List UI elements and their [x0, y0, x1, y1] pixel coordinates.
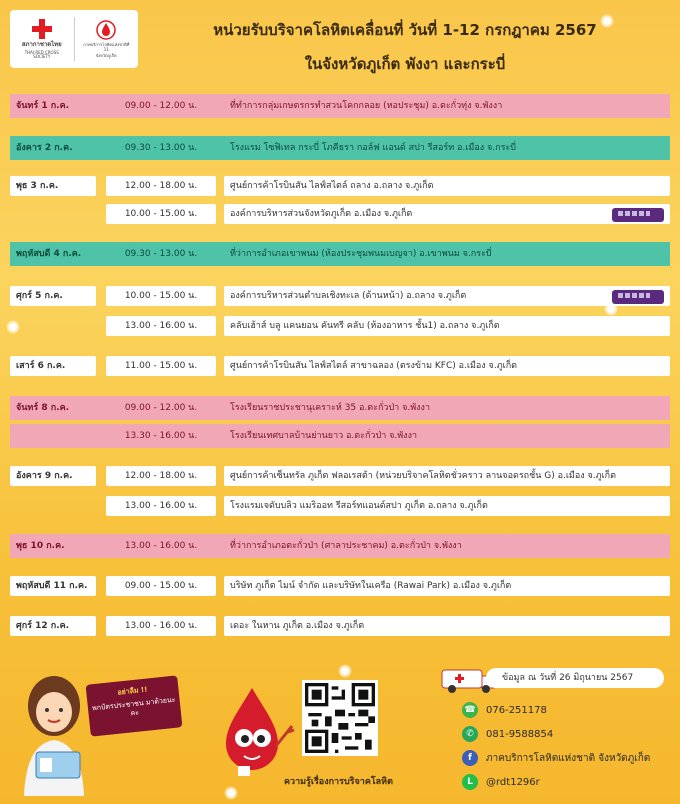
time-range: 12.00 - 18.00 น. — [106, 176, 216, 196]
day-label: เสาร์ 6 ก.ค. — [10, 356, 96, 376]
qr-caption: ความรู้เรื่องการบริจาคโลหิต — [284, 777, 393, 787]
time-range: 10.00 - 15.00 น. — [106, 204, 216, 224]
time-range: 09.00 - 12.00 น. — [124, 403, 198, 413]
time-range: 13.00 - 16.00 น. — [124, 541, 198, 551]
reminder-title: อย่าลืม !! — [117, 685, 148, 697]
location-text: โรงแรม โซฟิเทล กระบี่ โภคีธรา กอล์ฟ แอนด์ สปา รีสอร์ท อ.เมือง จ.กระบี่ — [230, 143, 516, 153]
title-line-1: หน่วยรับบริจาคโลหิตเคลื่อนที่ วันที่ 1-12 กรกฎาคม 2567 — [213, 21, 597, 39]
row-highlight-band — [10, 136, 670, 160]
row-highlight-band — [10, 242, 670, 266]
contact-text: ภาคบริการโลหิตแห่งชาติ จังหวัดภูเก็ต — [486, 752, 651, 764]
page-title — [150, 18, 660, 76]
time-range: 13.00 - 16.00 น. — [106, 316, 216, 336]
day-label: จันทร์ 8 ก.ค. — [16, 403, 70, 413]
blood-drop-mascot — [216, 686, 296, 784]
location-text: ที่ว่าการอำเภอตะกั่วป่า (ศาลาประชาคม) อ.ตะกั่วป่า จ.พังงา — [230, 541, 462, 551]
schedule-row — [10, 202, 670, 226]
day-label: พฤหัสบดี 11 ก.ค. — [10, 576, 96, 596]
location-text: โรงเรียนราชประชานุเคราะห์ 35 อ.ตะกั่วป่า จ.พังงา — [230, 403, 430, 413]
schedule-row — [10, 314, 670, 338]
schedule-row — [10, 574, 670, 598]
facebook-icon: f — [462, 750, 478, 766]
location-text: โรงเรียนเทศบาลบ้านย่านยาว อ.ตะกั่วป่า จ.พังงา — [230, 431, 418, 441]
reminder-card — [86, 675, 183, 736]
time-range: 11.00 - 15.00 น. — [106, 356, 216, 376]
data-date-note: ข้อมูล ณ วันที่ 26 มิถุนายน 2567 — [486, 668, 664, 688]
time-range: 09.00 - 15.00 น. — [106, 576, 216, 596]
day-label: ศุกร์ 12 ก.ค. — [10, 616, 96, 636]
day-label: พฤหัสบดี 4 ก.ค. — [16, 249, 82, 259]
mobile-bus-icon — [612, 208, 664, 222]
schedule-row — [10, 534, 670, 558]
time-range: 09.00 - 12.00 น. — [124, 101, 198, 111]
line-icon: L — [462, 774, 478, 790]
flower-decoration — [338, 664, 352, 678]
time-range: 13.00 - 16.00 น. — [106, 496, 216, 516]
reminder-body: พกบัตรประชาชน มาด้วยนะคะ — [91, 695, 176, 718]
schedule-row — [10, 464, 670, 488]
logo1-text: สภากาชาดไทย — [21, 41, 62, 49]
title-line-2: ในจังหวัดภูเก็ต พังงา และกระบี่ — [304, 55, 506, 73]
time-range: 12.00 - 18.00 น. — [106, 466, 216, 486]
day-label: ศุกร์ 5 ก.ค. — [10, 286, 96, 306]
day-label: พุธ 3 ก.ค. — [10, 176, 96, 196]
schedule-row — [10, 284, 670, 308]
phone-icon: ☎ — [462, 702, 478, 718]
row-highlight-band — [10, 534, 670, 558]
location-text: ศูนย์การค้าเซ็นทรัล ภูเก็ต ฟลอเรสต้า (หน่วยบริจาคโลหิตชั่วคราว ลานจอดรถชั้น G) อ.เมือง จ.ภูเก็ต — [224, 466, 670, 486]
staff-illustration — [14, 666, 94, 796]
schedule-row — [10, 424, 670, 448]
mobile-bus-icon — [612, 290, 664, 304]
location-text: ศูนย์การค้าโรบินสัน ไลฟ์สไตล์ ถลาง อ.ถลาง จ.ภูเก็ต — [224, 176, 670, 196]
logo-divider — [74, 17, 75, 61]
location-text: บริษัท ภูเก็ต ไมน์ จำกัด และบริษัทในเครือ (Rawai Park) อ.เมือง จ.ภูเก็ต — [224, 576, 670, 596]
whatsapp-icon: ✆ — [462, 726, 478, 742]
schedule-row — [10, 174, 670, 198]
time-range: 13.30 - 16.00 น. — [124, 431, 198, 441]
location-text: องค์การบริหารส่วนจังหวัดภูเก็ต อ.เมือง จ.ภูเก็ต — [224, 204, 670, 224]
logo-panel — [10, 10, 138, 68]
logo2-text: ภาคบริการโลหิตแห่งชาติที่ 11 — [83, 42, 130, 52]
row-highlight-band — [10, 396, 670, 420]
contact-text: @rdt1296r — [486, 776, 540, 788]
contact-item[interactable] — [462, 750, 650, 766]
location-text: คลับเฮ้าส์ บลู แคนยอน คันทรี คลับ (ห้องอาหาร ชั้น1) อ.ถลาง จ.ภูเก็ต — [224, 316, 670, 336]
location-text: องค์การบริหารส่วนตำบลเชิงทะเล (ด้านหน้า) อ.ถลาง จ.ภูเก็ต — [224, 286, 670, 306]
row-highlight-band — [10, 424, 670, 448]
location-text: ศูนย์การค้าโรบินสัน ไลฟ์สไตล์ สาขาฉลอง (ตรงข้าม KFC) อ.เมือง จ.ภูเก็ต — [224, 356, 670, 376]
day-label: จันทร์ 1 ก.ค. — [16, 101, 70, 111]
blood-drop-icon — [96, 19, 116, 41]
location-text: ที่ทำการกลุ่มเกษตรกรทำสวนโคกกลอย (หอประชุม) อ.ตะกั่วทุ่ง จ.พังงา — [230, 101, 503, 111]
location-text: เดอะ ในหาน ภูเก็ต อ.เมือง จ.ภูเก็ต — [224, 616, 670, 636]
contact-text: 076-251178 — [486, 704, 547, 716]
flower-decoration — [224, 786, 238, 800]
schedule-row — [10, 494, 670, 518]
location-text: โรงแรมเจดับบลิว แมริออท รีสอร์ทแอนด์สปา ภูเก็ต อ.ถลาง จ.ภูเก็ต — [224, 496, 670, 516]
red-cross-icon — [31, 18, 53, 40]
time-range: 10.00 - 15.00 น. — [106, 286, 216, 306]
schedule-row — [10, 242, 670, 266]
qr-code-icon — [305, 683, 375, 753]
schedule-row — [10, 94, 670, 118]
day-label: อังคาร 9 ก.ค. — [10, 466, 96, 486]
location-text: ที่ว่าการอำเภอเขาพนม (ห้องประชุมพนมเบญจา) อ.เขาพนม จ.กระบี่ — [230, 249, 492, 259]
schedule-row — [10, 396, 670, 420]
schedule-row — [10, 136, 670, 160]
contact-item[interactable] — [462, 726, 553, 742]
contact-text: 081-9588854 — [486, 728, 554, 740]
time-range: 13.00 - 16.00 น. — [106, 616, 216, 636]
day-label: อังคาร 2 ก.ค. — [16, 143, 73, 153]
schedule-row — [10, 354, 670, 378]
red-cross-logo — [16, 14, 68, 64]
time-range: 09.30 - 13.00 น. — [124, 249, 198, 259]
logo2-subtext: จังหวัดภูเก็ต — [95, 53, 117, 59]
row-highlight-band — [10, 94, 670, 118]
contact-item[interactable] — [462, 774, 540, 790]
logo1-subtext: THAI RED CROSS SOCIETY — [24, 49, 59, 60]
time-range: 09.30 - 13.00 น. — [124, 143, 198, 153]
contact-item[interactable] — [462, 702, 547, 718]
qr-code[interactable] — [302, 680, 378, 756]
blood-service-logo — [81, 14, 133, 64]
schedule-row — [10, 614, 670, 638]
day-label: พุธ 10 ก.ค. — [16, 541, 65, 551]
